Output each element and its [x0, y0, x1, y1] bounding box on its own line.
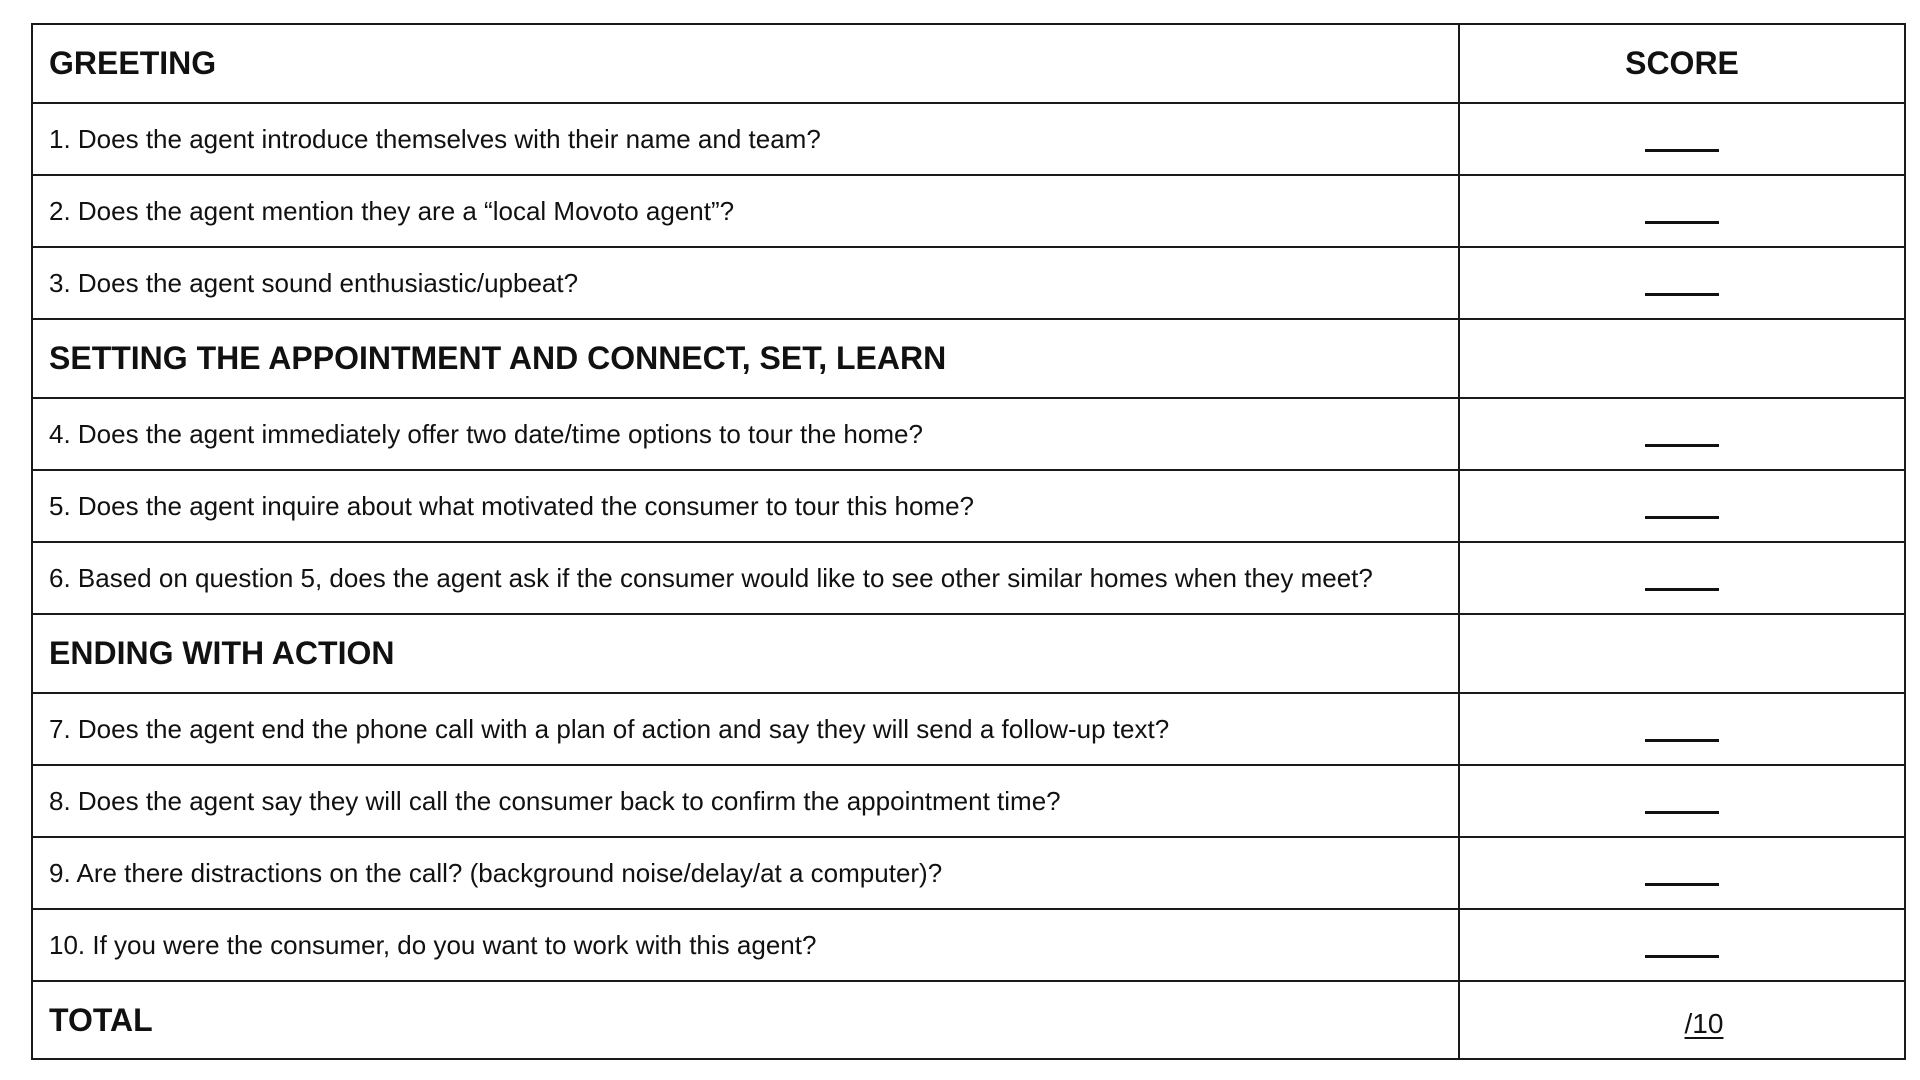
- question-row: [32, 765, 1905, 837]
- score-blank-cell[interactable]: [1459, 542, 1905, 614]
- total-row: [32, 981, 1905, 1059]
- score-blank-line[interactable]: [1645, 737, 1719, 742]
- score-blank-line[interactable]: [1645, 514, 1719, 519]
- score-blank-cell[interactable]: [1459, 103, 1905, 175]
- total-score-denominator: /10: [1684, 1008, 1724, 1039]
- total-score-cell[interactable]: [1459, 981, 1905, 1059]
- empty-score-cell: [1459, 319, 1905, 398]
- section-heading-ending: ENDING WITH ACTION: [32, 614, 1459, 693]
- question-row: [32, 247, 1905, 319]
- question-text: 10. If you were the consumer, do you want to work with this agent?: [32, 909, 1459, 981]
- question-text: 9. Are there distractions on the call? (background noise/delay/at a computer)?: [32, 837, 1459, 909]
- section-heading-greeting: GREETING: [32, 24, 1459, 103]
- score-blank-line[interactable]: [1645, 809, 1719, 814]
- question-text: 6. Based on question 5, does the agent ask if the consumer would like to see other similar homes when they meet?: [32, 542, 1459, 614]
- score-blank-line[interactable]: [1645, 953, 1719, 958]
- score-blank-cell[interactable]: [1459, 175, 1905, 247]
- score-blank-cell[interactable]: [1459, 398, 1905, 470]
- score-blank-line[interactable]: [1645, 147, 1719, 152]
- question-text: 1. Does the agent introduce themselves with their name and team?: [32, 103, 1459, 175]
- score-blank-line[interactable]: [1645, 219, 1719, 224]
- total-score-blank[interactable]: [1641, 1008, 1685, 1040]
- section-heading-row: [32, 319, 1905, 398]
- scorecard-table: [31, 23, 1906, 1060]
- question-text: 7. Does the agent end the phone call with a plan of action and say they will send a follow-up text?: [32, 693, 1459, 765]
- question-row: [32, 398, 1905, 470]
- score-blank-cell[interactable]: [1459, 837, 1905, 909]
- section-heading-appointment: SETTING THE APPOINTMENT AND CONNECT, SET, LEARN: [32, 319, 1459, 398]
- score-blank-cell[interactable]: [1459, 765, 1905, 837]
- section-heading-row: [32, 614, 1905, 693]
- question-text: 4. Does the agent immediately offer two date/time options to tour the home?: [32, 398, 1459, 470]
- question-row: [32, 103, 1905, 175]
- question-row: [32, 470, 1905, 542]
- question-text: 8. Does the agent say they will call the consumer back to confirm the appointment time?: [32, 765, 1459, 837]
- score-blank-cell[interactable]: [1459, 247, 1905, 319]
- score-blank-cell[interactable]: [1459, 693, 1905, 765]
- question-row: [32, 837, 1905, 909]
- score-blank-cell[interactable]: [1459, 470, 1905, 542]
- question-row: [32, 909, 1905, 981]
- question-row: [32, 693, 1905, 765]
- score-blank-line[interactable]: [1645, 442, 1719, 447]
- question-row: [32, 542, 1905, 614]
- total-score-field[interactable]: [1641, 1008, 1724, 1040]
- empty-score-cell: [1459, 614, 1905, 693]
- score-blank-line[interactable]: [1645, 586, 1719, 591]
- score-blank-line[interactable]: [1645, 881, 1719, 886]
- score-blank-cell[interactable]: [1459, 909, 1905, 981]
- question-text: 2. Does the agent mention they are a “local Movoto agent”?: [32, 175, 1459, 247]
- question-text: 5. Does the agent inquire about what motivated the consumer to tour this home?: [32, 470, 1459, 542]
- question-text: 3. Does the agent sound enthusiastic/upbeat?: [32, 247, 1459, 319]
- header-row: [32, 24, 1905, 103]
- score-column-header: SCORE: [1459, 24, 1905, 103]
- question-row: [32, 175, 1905, 247]
- total-label: TOTAL: [32, 981, 1459, 1059]
- score-blank-line[interactable]: [1645, 291, 1719, 296]
